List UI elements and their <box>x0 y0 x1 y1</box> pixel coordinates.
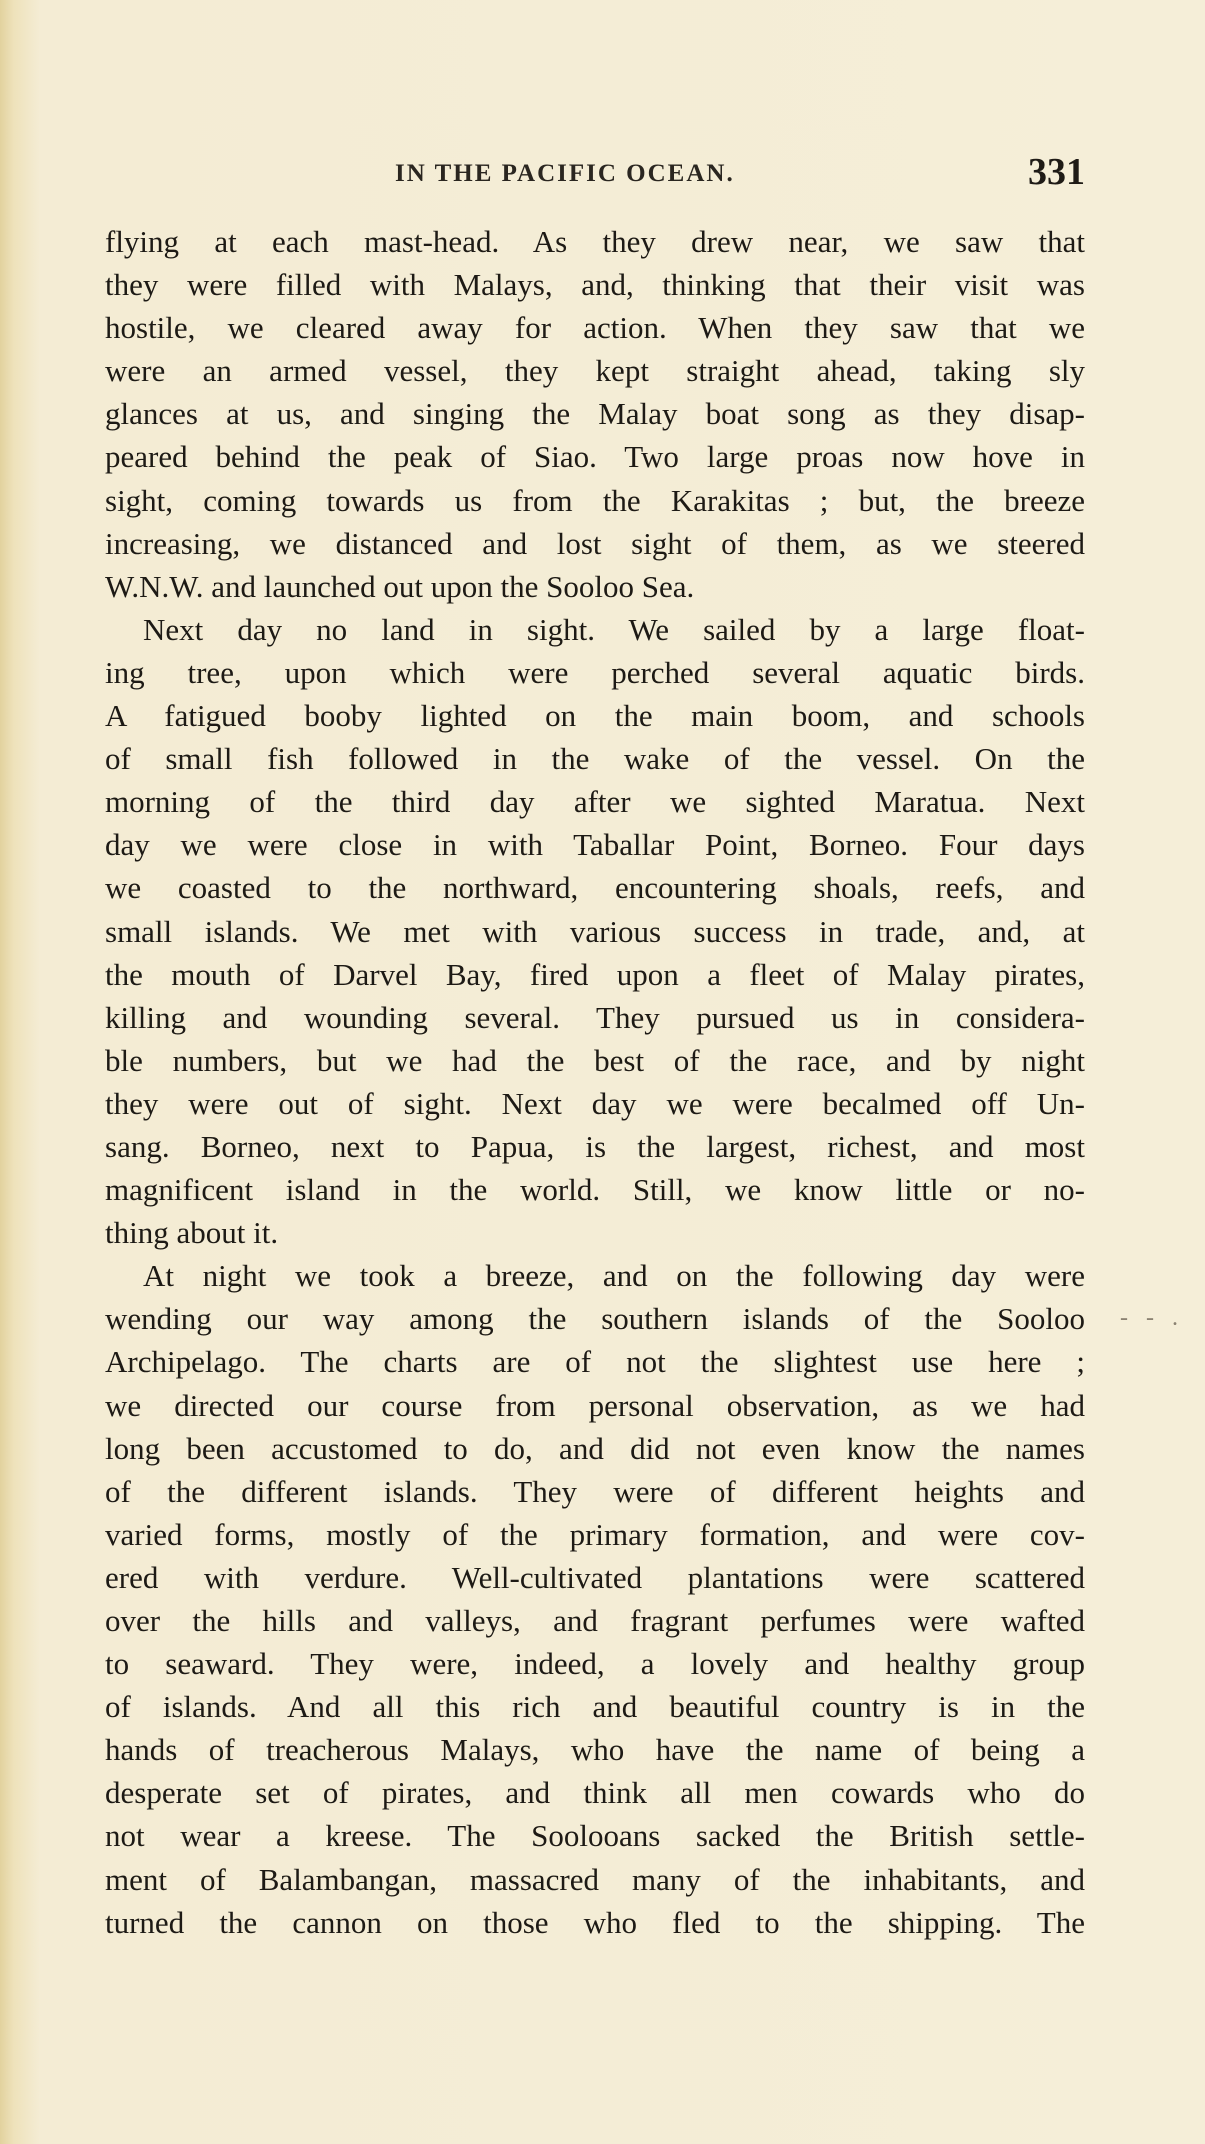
text-line: increasing, we distanced and lost sight of them, as we steered <box>105 525 1085 561</box>
text-line: W.N.W. and launched out upon the Sooloo Sea. <box>105 568 695 604</box>
text-line: wending our way among the southern islands of the Sooloo <box>105 1301 1085 1337</box>
text-line: they were filled with Malays, and, thinking that their visit was <box>105 267 1085 303</box>
text-line: At night we took a breeze, and on the following day were <box>143 1258 1085 1294</box>
text-line: flying at each mast-head. As they drew near, we saw that <box>105 224 1085 259</box>
text-line: of the different islands. They were of different heights and <box>105 1473 1085 1509</box>
text-line: we coasted to the northward, encountering shoals, reefs, and <box>105 870 1085 906</box>
text-line: varied forms, mostly of the primary formation, and were cov- <box>105 1516 1085 1552</box>
page-number: 331 <box>1028 151 1085 193</box>
margin-mark: - - . <box>1120 1305 1184 1331</box>
text-line: hostile, we cleared away for action. When they saw that we <box>105 310 1085 346</box>
text-line: were an armed vessel, they kept straight ahead, taking sly <box>105 353 1085 389</box>
text-line: ment of Balambangan, massacred many of the inhabitants, and <box>105 1861 1085 1897</box>
text-line: A fatigued booby lighted on the main boom, and schools <box>105 698 1085 734</box>
running-title: IN THE PACIFIC OCEAN. <box>395 160 735 187</box>
text-line: killing and wounding several. They pursued us in considera- <box>105 999 1085 1035</box>
text-line: of islands. And all this rich and beautiful country is in the <box>105 1689 1085 1725</box>
text-line: sang. Borneo, next to Papua, is the largest, richest, and most <box>105 1128 1085 1164</box>
text-line: to seaward. They were, indeed, a lovely and healthy group <box>105 1646 1085 1682</box>
text-line: morning of the third day after we sighted Maratua. Next <box>105 784 1085 820</box>
text-line: of small fish followed in the wake of the vessel. On the <box>105 741 1085 777</box>
text-line: desperate set of pirates, and think all men cowards who do <box>105 1775 1085 1811</box>
paragraph-1 <box>105 220 1085 608</box>
text-line: magnificent island in the world. Still, we know little or no- <box>105 1172 1085 1208</box>
text-line: long been accustomed to do, and did not even know the names <box>105 1430 1085 1466</box>
text-line: peared behind the peak of Siao. Two large proas now hove in <box>105 439 1085 475</box>
page-header <box>105 150 1085 200</box>
text-line: turned the cannon on those who fled to the shipping. The <box>105 1904 1085 1940</box>
text-line: the mouth of Darvel Bay, fired upon a fleet of Malay pirates, <box>105 956 1085 992</box>
paragraph-3 <box>105 1254 1085 1944</box>
body-text <box>105 220 1085 1944</box>
text-line: not wear a kreese. The Soolooans sacked the British settle- <box>105 1818 1085 1854</box>
text-line: we directed our course from personal observation, as we had <box>105 1387 1085 1423</box>
text-line: ing tree, upon which were perched several aquatic birds. <box>105 654 1085 690</box>
text-line: Next day no land in sight. We sailed by a large float- <box>143 611 1085 647</box>
text-line: sight, coming towards us from the Karakitas ; but, the breeze <box>105 482 1085 518</box>
text-line: thing about it. <box>105 1215 279 1251</box>
text-line: day we were close in with Taballar Point, Borneo. Four days <box>105 827 1085 863</box>
text-line: Archipelago. The charts are of not the slightest use here ; <box>105 1344 1085 1380</box>
text-line: hands of treacherous Malays, who have the name of being a <box>105 1732 1085 1768</box>
text-line: ble numbers, but we had the best of the race, and by night <box>105 1042 1085 1078</box>
text-line: ered with verdure. Well-cultivated plantations were scattered <box>105 1559 1085 1595</box>
text-line: glances at us, and singing the Malay boat song as they disap- <box>105 396 1085 432</box>
text-line: they were out of sight. Next day we were becalmed off Un- <box>105 1085 1085 1121</box>
text-line: small islands. We met with various success in trade, and, at <box>105 913 1085 949</box>
text-line: over the hills and valleys, and fragrant perfumes were wafted <box>105 1603 1085 1638</box>
paragraph-2 <box>105 608 1085 1254</box>
